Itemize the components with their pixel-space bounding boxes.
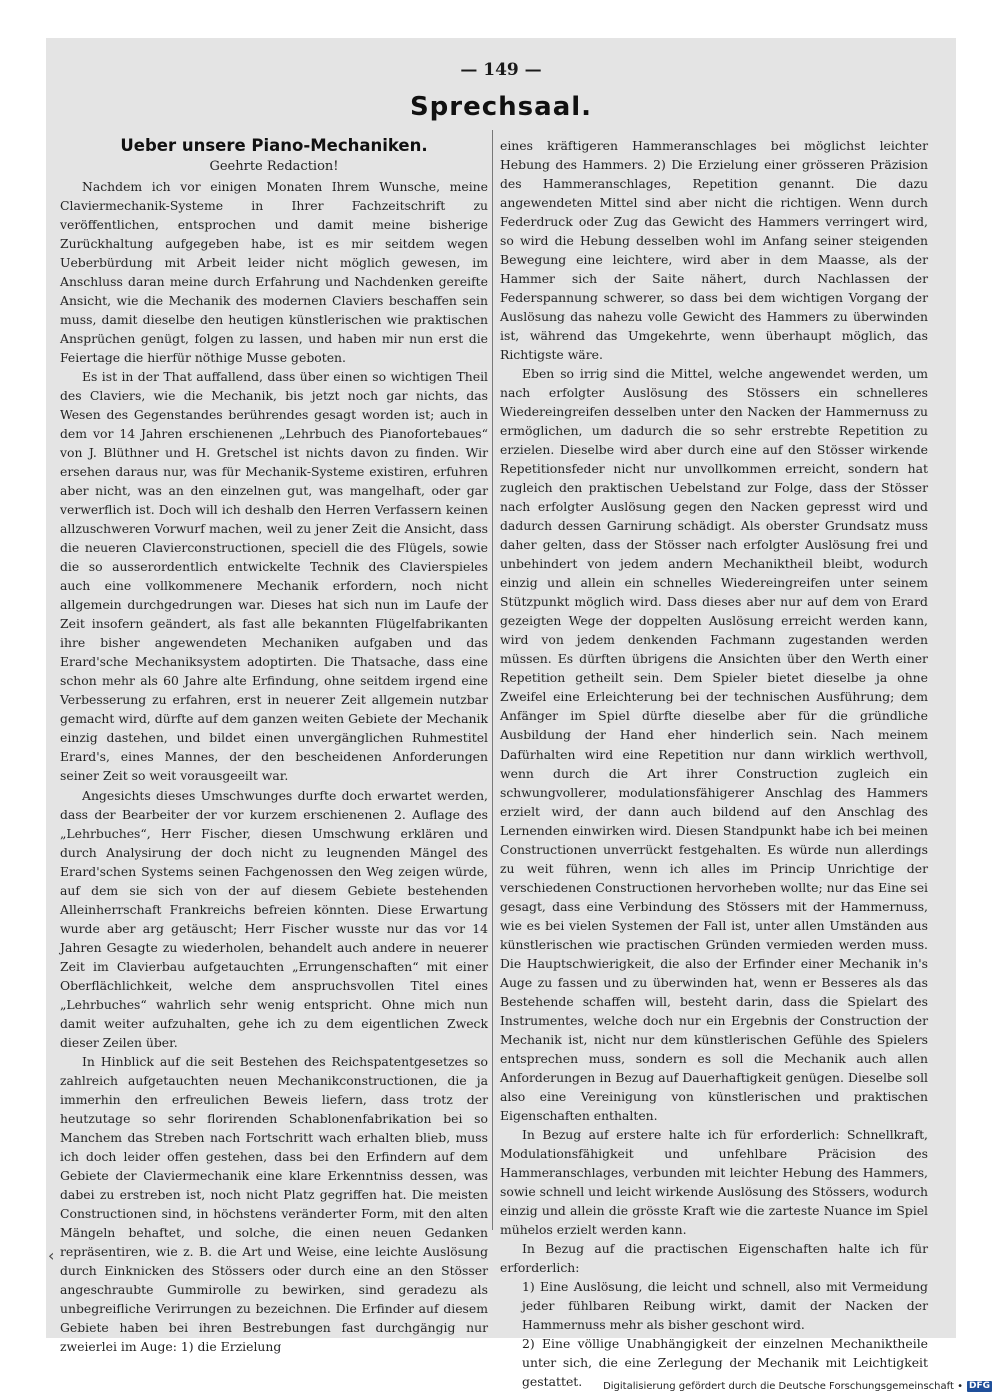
paragraph: In Bezug auf die practischen Eigenschaften halte ich für erforderlich: bbox=[500, 1240, 928, 1275]
margin-mark-icon: ‹ bbox=[48, 1246, 55, 1265]
list-item: 2) Eine völlige Unabhängigkeit der einzelnen Mechaniktheile unter sich, die eine Zerlegung der Mechanik mit Leichtigkeit gestattet. bbox=[522, 1335, 928, 1390]
paragraph: In Bezug auf erstere halte ich für erforderlich: Schnellkraft, Modulationsfähigkeit und unfehlbare Präcision des Hammeranschlages, verbunden mit leichter Hebung des Hammers, sowie schnell und leicht wirkende Auslösung des Stössers, wodurch einzig und allein die grösste Kraft wie die zarteste Nuance im Spiel mühelos erzielt werden kann. bbox=[500, 1126, 928, 1237]
dfg-logo: DFG bbox=[968, 1381, 990, 1391]
paragraph: Angesichts dieses Umschwunges durfte doch erwartet werden, dass der Bearbeiter der vor kurzem erschienenen 2. Auflage des „Lehrbuches“, Herr Fischer, diesen Umschwung erklären und durch Analysirung der doch nicht zu leugnenden Mängel des Erard'schen Systems seinen Fachgenossen den Weg zeigen würde, auf dem sie sich von der auf diesem Gebiete bestehenden Alleinherrschaft Frankreichs befreien könnten. Diese Erwartung wurde aber arg getäuscht; Herr Fischer wusste nur das vor 14 Jahren Gesagte zu wiederholen, behandelt auch andere in neuerer Zeit im Clavierbau aufgetauchten „Errungenschaften“ mit einer Oberflächlichkeit, welche dem anspruchsvollen Titel eines „Lehrbuches“ wahrlich sehr wenig entspricht. Ohne mich nun damit weiter aufzuhalten, gehe ich zu dem eigentlichen Zweck dieser Zeilen über. bbox=[60, 787, 488, 1050]
footer-credit-text: Digitalisierung gefördert durch die Deutsche Forschungsgemeinschaft bbox=[603, 1381, 954, 1392]
column-divider bbox=[492, 130, 493, 1230]
right-column bbox=[500, 136, 928, 1391]
section-title: Sprechsaal. bbox=[409, 92, 593, 122]
paragraph: eines kräftigeren Hammeranschlages bei möglichst leichter Hebung des Hammers. 2) Die Erzielung einer grösseren Präzision des Hammeranschlages, Repetition genannt. Die dazu angewendeten Mittel sind aber nicht die richtigen. Wenn durch Federdruck oder Zug das Gewicht des Hammers verringert wird, so wird die Hebung desselben wohl im Anfang seiner steigenden Bewegung eine leichtere, wird aber in dem Maasse, als der Hammer sich der Saite nähert, durch Nachlassen der Federspannung schwerer, so dass bei dem wichtigen Vorgang der Auslösung das nahezu volle Gewicht des Hammers zu überwinden ist, während das Umgekehrte, wenn überhaupt möglich, das Richtigste wäre. bbox=[500, 138, 928, 363]
paragraph: Es ist in der That auffallend, dass über einen so wichtigen Theil des Claviers, wie die Mechanik, bis jetzt noch gar nichts, das Wesen des Gegenstandes berührendes gesagt worden ist; auch in dem vor 14 Jahren erschienenen „Lehrbuch des Pianofortebaues“ von J. Blüthner und H. Gretschel ist nichts davon zu finden. Wir ersehen daraus nur, was für Mechanik-Systeme existiren, erfuhren aber nicht, was an den einzelnen gut, was mangelhaft, oder gar verwerflich ist. Doch will ich deshalb den Herren Verfassern keinen allzuschweren Vorwurf machen, weil zu jener Zeit die Ansicht, dass die neueren Clavierconstructionen, speciell die des Flügels, sowie die so ausserordentlich entwickelte Technik des Clavierspieles auch eine vollkommenere Mechanik erfordern, noch nicht allgemein durchgedrungen war. Dieses hat sich nun im Laufe der Zeit insofern geändert, als fast alle bekannten Flügelfabrikanten ihre bisher angewendeten Mechaniken aufgaben und das Erard'sche Mechaniksystem adoptirten. Die Thatsache, dass eine schon mehr als 60 Jahre alte Erfindung, ohne seitdem irgend eine Verbesserung zu erfahren, erst in neuerer Zeit allgemein nutzbar gemacht wird, dürfte auf dem ganzen weiten Gebiete der Mechanik einzig dastehen, und bildet einen unvergänglichen Ruhmestitel Erard's, eines Mannes, der den bescheidenen Anforderungen seiner Zeit so weit vorausgeeilt war. bbox=[60, 369, 488, 784]
left-column bbox=[60, 136, 488, 1356]
paragraph: In Hinblick auf die seit Bestehen des Reichspatentgesetzes so zahlreich aufgetauchten neuen Mechanikconstructionen, die ja immerhin den erfreulichen Beweis liefern, dass trotz der heutzutage so sehr florirenden Schablonenfabrikation bei so Manchem das Streben nach Fortschritt wach erhalten blieb, muss ich doch leider offen gestehen, dass bei den Erfindern auf dem Gebiete der Claviermechanik eine klare Erkenntniss dessen, was dabei zu erstreben ist, noch nicht Platz gegriffen hat. Die meisten Constructionen sind, in höchstens veränderter Form, mit den alten Mängeln behaftet, und solche, die einen neuen Gedanken repräsentiren, wie z. B. die Art und Weise, eine leichte Auslösung durch Einknicken des Stössers oder durch eine an den Stösser angeschraubte Gummirolle zu bewirken, sind geradezu als unbegreifliche Verirrungen zu bezeichnen. Die Erfinder auf diesem Gebiete haben bei ihren Bestrebungen fast durchgängig nur zweierlei im Auge: 1) die Erzielung bbox=[60, 1053, 488, 1354]
list-item: 1) Eine Auslösung, die leicht und schnell, also mit Vermeidung jeder fühlbaren Reibung wirkt, damit der Nacken der Hammernuss mehr als bisher geschont wird. bbox=[522, 1278, 928, 1332]
page-number: — 149 — bbox=[460, 60, 542, 80]
salutation: Geehrte Redaction! bbox=[209, 159, 339, 174]
paragraph: Eben so irrig sind die Mittel, welche angewendet werden, um nach erfolgter Auslösung des Stössers ein schnelleres Wiedereingreifen desselben unter den Nacken der Hammernuss zu ermöglichen, um dadurch die so sehr erstrebte Repetition zu erzielen. Dieselbe wird aber durch eine auf den Stösser wirkende Repetitionsfeder nicht nur unvollkommen erreicht, sondern hat zugleich den praktischen Uebelstand zur Folge, dass der Stösser nach erfolgter Auslösung gegen den Nacken gepresst wird und dadurch dessen Garnirung schädigt. Als oberster Grundsatz muss daher gelten, dass der Stösser nach erfolgter Auslösung frei und unbehindert von jedem andern Mechaniktheil bleibt, wodurch einzig und allein ein schnelles Wiedereingreifen unter seinem Stützpunkt möglich wird. Dass dieses aber nur auf dem von Erard gezeigten Wege der doppelten Auslösung erreicht werden kann, wird von jedem denkenden Fachmann zugestanden werden müssen. Es dürften übrigens die Ansichten über den Werth einer Repetition getheilt sein. Dem Spieler bietet dieselbe ja ohne Zweifel eine Erleichterung bei der technischen Ausführung; dem Anfänger im Spiel dürfte dieselbe aber für die gründliche Ausbildung der Hand eher hinderlich sein. Nach meinem Dafürhalten wird eine Repetition nur dann wirklich werthvoll, wenn durch die Art ihrer Construction zugleich ein schwungvollerer, modulationsfähigerer Anschlag des Hammers erzielt wird, der dann auch bildend auf den Anschlag des Lernenden einwirken wird. Diesen Standpunkt habe ich bei meinen Constructionen unverrückt festgehalten. Es würde nun allerdings zu weit führen, wenn ich alles im Princip Unrichtige der verschiedenen Constructionen hervorheben wollte; nur das Eine sei gesagt, dass eine Verbindung des Stössers mit der Hammernuss, wie es bei vielen Systemen der Fall ist, unter allen Umständen aus künstlerischen wie practischen Gründen vermieden werden muss. Die Hauptschwierigkeit, die also der Erfinder einer Mechanik in's Auge zu fassen und zu überwinden hat, wenn er Besseres als das Bestehende schaffen will, besteht darin, dass die Spielart des Instrumentes, welche doch nur ein Ergebnis der Construction der Mechanik ist, nicht nur dem künstlerischen Gefühle des Spielers entsprechen muss, sondern es soll die Mechanik auch allen Anforderungen in Bezug auf Dauerhaftigkeit genügen. Dieselbe soll also eine Vereinigung von künstlerischen und praktischen Eigenschaften enthalten. bbox=[500, 366, 928, 1123]
paragraph: Nachdem ich vor einigen Monaten Ihrem Wunsche, meine Claviermechanik-Systeme in Ihrer Fachzeitschrift zu veröffentlichen, entsprochen und damit meine bisherige Zurückhaltung aufgegeben habe, ist es mir seitdem wegen Ueberbürdung mit Arbeit leider nicht möglich gewesen, im Anschluss daran meine durch Erfahrung und Nachdenken gereifte Ansicht, wie die Mechanik des modernen Claviers beschaffen sein muss, damit dieselbe den heutigen künstlerischen wie praktischen Ansprüchen genügt, folgen zu lassen, und haben mir nun erst die Feiertage die hierfür nöthige Musse geboten. bbox=[60, 179, 488, 366]
article-title: Ueber unsere Piano-Mechaniken. bbox=[120, 136, 428, 155]
footer-credit: Digitalisierung gefördert durch die Deutsche Forschungsgemeinschaft • DFG bbox=[603, 1381, 990, 1392]
